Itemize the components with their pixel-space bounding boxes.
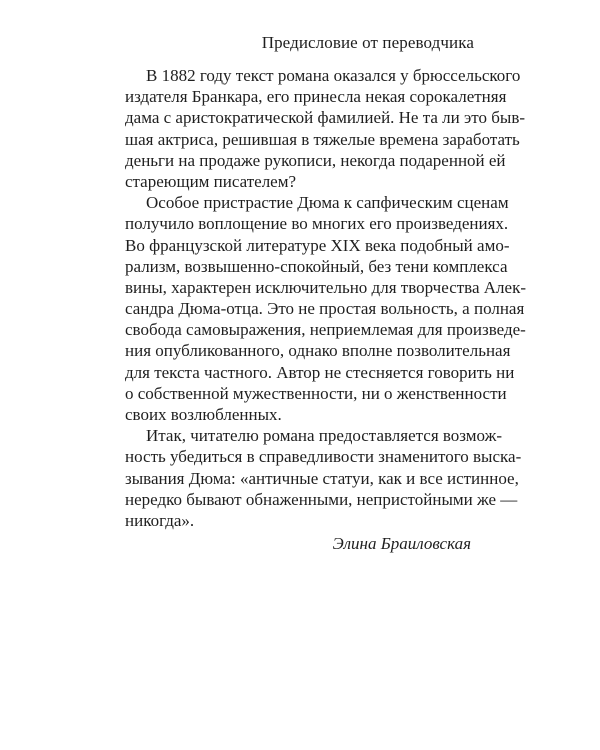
paragraph-line: ность убедиться в справедливости знаменитого выска-	[125, 447, 522, 467]
paragraph-line: Особое пристрастие Дюма к сапфическим сценам	[146, 193, 509, 213]
paragraph-line: своих возлюбленных.	[125, 405, 282, 424]
paragraph-line: стареющим писателем?	[125, 171, 297, 191]
paragraph-2	[125, 192, 526, 425]
paragraph-line: В 1882 году текст романа оказался у брюссельского	[146, 66, 521, 85]
paragraph-line: о собственной мужественности, ни о женственности	[125, 383, 507, 403]
paragraph-line: дама с аристократической фамилией. Не та ли это быв-	[125, 108, 526, 128]
paragraph-line: ния опубликованного, однако вполне позволительная	[125, 341, 511, 361]
paragraph-line: никогда».	[125, 510, 195, 530]
paragraph-line: сандра Дюма-отца. Это не простая вольность, а полная	[125, 299, 525, 319]
paragraph-line: для текста частного. Автор не стесняется говорить ни	[125, 362, 515, 382]
paragraph-line: деньги на продаже рукописи, некогда подаренной ей	[125, 150, 506, 170]
paragraph-line: зывания Дюма: «античные статуи, как и все истинное,	[125, 468, 519, 488]
paragraph-line: рализм, возвышенно-спокойный, без тени комплекса	[125, 256, 508, 276]
paragraph-line: шая актриса, решившая в тяжелые времена заработать	[125, 129, 520, 149]
body-text	[125, 65, 526, 554]
paragraph-line: нередко бывают обнаженными, непристойными же —	[125, 489, 518, 509]
paragraph-line: свобода самовыражения, неприемлемая для произведе-	[125, 320, 526, 340]
running-header: Предисловие от переводчика	[261, 33, 474, 52]
paragraph-line: Во французской литературе XIX века подобный амо-	[125, 235, 510, 255]
paragraph-line: вины, характерен исключительно для творчества Алек-	[125, 277, 526, 297]
paragraph-line: издателя Бранкара, его принесла некая сорокалетняя	[125, 87, 507, 107]
paragraph-line: получило воплощение во многих его произведениях.	[125, 214, 509, 234]
paragraph-3	[125, 425, 522, 531]
paragraph-line: Итак, читателю романа предоставляется возмож-	[146, 426, 503, 446]
author-signature: Элина Браиловская	[332, 534, 471, 554]
paragraph-1	[125, 65, 526, 192]
